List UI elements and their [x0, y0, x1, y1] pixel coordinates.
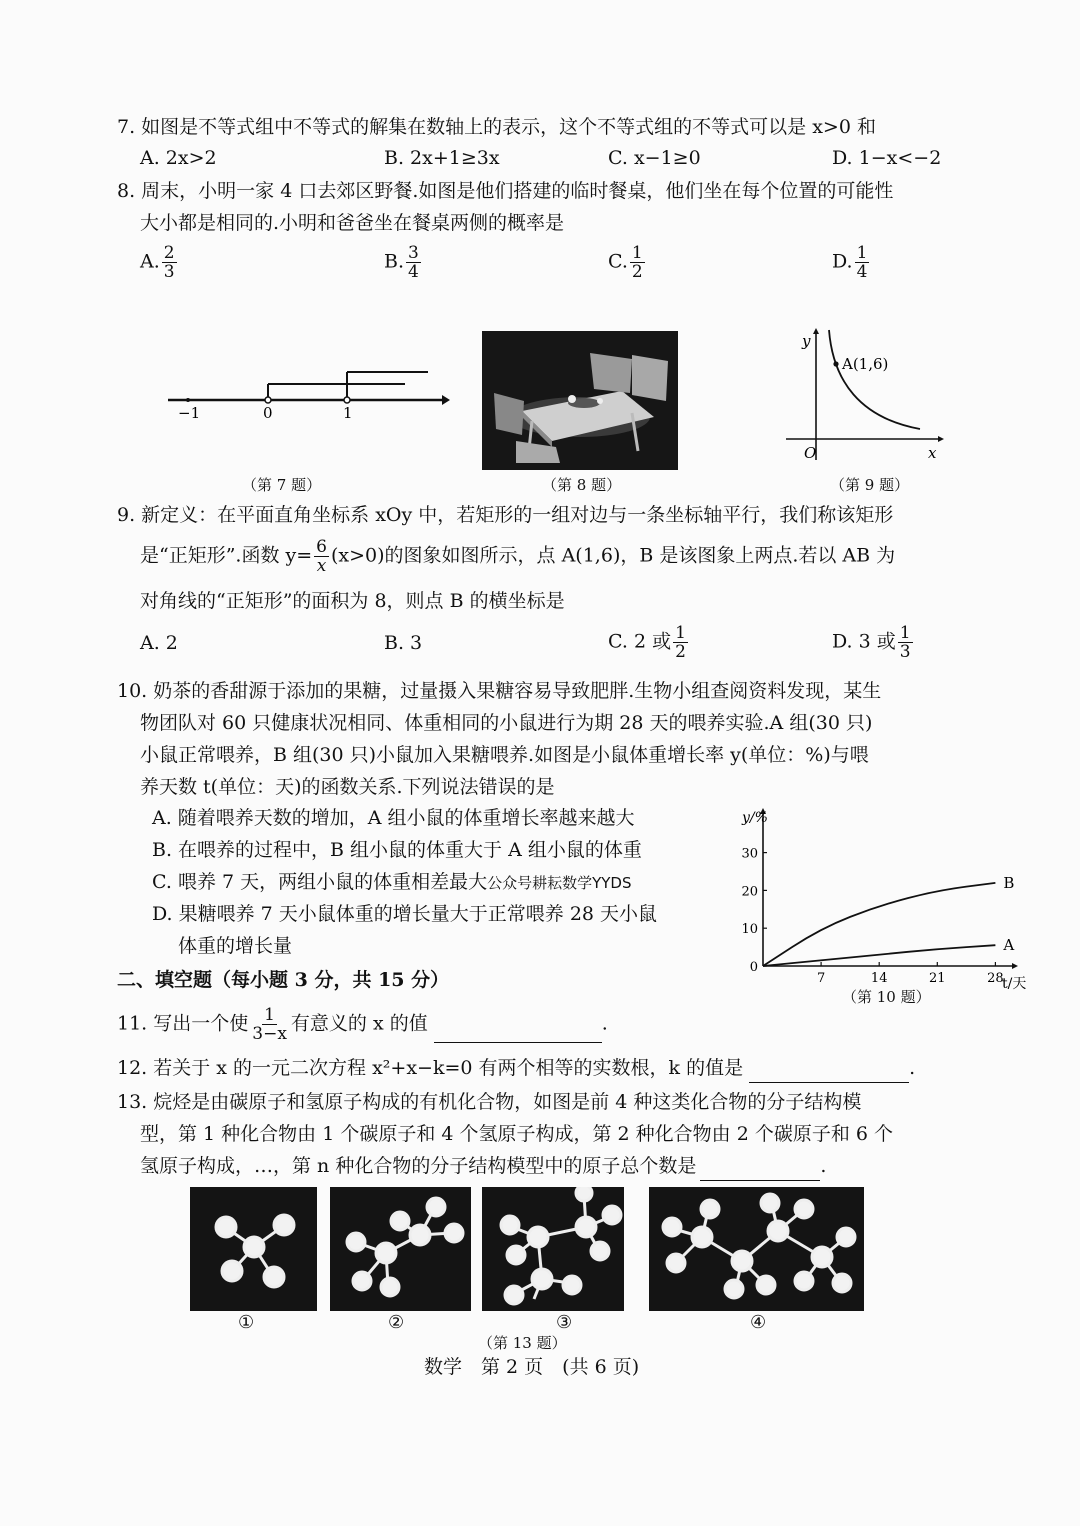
q9-graph-figure: [780, 326, 944, 464]
q13-line3: 氢原子构成，…，第 n 种化合物的分子结构模型中的原子总个数是 .: [140, 1151, 826, 1181]
q10-option-d: D. 果糖喂养 7 天小鼠体重的增长量大于正常喂养 28 天小鼠: [152, 903, 658, 925]
tick-label-0: 0: [263, 404, 273, 422]
q10-caption: （第 10 题）: [842, 988, 931, 1006]
q13-line1: 13. 烷烃是由碳原子和氢原子构成的有机化合物，如图是前 4 种这类化合物的分子结构模: [117, 1091, 862, 1113]
q9-y-axis-label: y: [802, 332, 811, 350]
q13-line2: 型，第 1 种化合物由 1 个碳原子和 4 个氢原子构成，第 2 种化合物由 2 个碳原子和 6 个: [140, 1123, 894, 1145]
molecule-label-1: ①: [238, 1312, 255, 1333]
y-tick-label: 0: [749, 960, 758, 975]
tick-label-1: 1: [343, 404, 353, 422]
chart-y-label: y/%: [742, 810, 768, 826]
q11: 11. 写出一个使 $\frac{1}{3-x}$ 有意义的 x 的值 .: [117, 1005, 608, 1044]
q13-answer-blank[interactable]: [700, 1180, 820, 1181]
watermark: 公众号耕耘数学YYDS: [487, 874, 632, 892]
q11-answer-blank[interactable]: [434, 1042, 602, 1043]
q8-stem-line1: 8. 周末，小明一家 4 口去郊区野餐.如图是他们搭建的临时餐桌，他们坐在每个位置的可能性: [117, 180, 894, 202]
tick-label-neg1: −1: [178, 404, 201, 422]
q9-stem-line1: 9. 新定义：在平面直角坐标系 xOy 中，若矩形的一组对边与一条坐标轴平行，我们称该矩形: [117, 504, 894, 526]
q7-stem: 7. 如图是不等式组中不等式的解集在数轴上的表示，这个不等式组的不等式可以是 x>0 和: [117, 116, 876, 138]
q10-stem-line3: 小鼠正常喂养，B 组(30 只)小鼠加入果糖喂养.如图是小鼠体重增长率 y(单位：%)与喂: [140, 744, 869, 766]
q9-option-d: D. 3 或 $\frac{1}{3}$: [832, 623, 911, 662]
molecule-label-2: ②: [388, 1312, 405, 1333]
q10-option-a: A. 随着喂养天数的增加，A 组小鼠的体重增长率越来越大: [152, 807, 635, 829]
q7-option-d: D. 1−x<−2: [832, 147, 942, 169]
q7-option-a: A. 2x>2: [140, 147, 217, 169]
x-tick-label: 21: [929, 971, 946, 986]
q8-option-a: A. $\frac{2}{3}$: [140, 243, 175, 282]
q8-option-c: C. $\frac{1}{2}$: [608, 243, 643, 282]
q10-option-c: C. 喂养 7 天，两组小鼠的体重相差最大公众号耕耘数学YYDS: [152, 871, 632, 893]
q12-answer-blank[interactable]: [749, 1082, 909, 1083]
q7-caption: （第 7 题）: [242, 476, 322, 494]
q9-x-axis-label: x: [928, 444, 937, 462]
q9-option-a: A. 2: [140, 632, 178, 654]
q8-table-photo: [482, 331, 678, 470]
section-2-heading: 二、填空题（每小题 3 分，共 15 分）: [117, 969, 450, 991]
series-label-A: A: [1003, 936, 1015, 955]
q10-stem-line2: 物团队对 60 只健康状况相同、体重相同的小鼠进行为期 28 天的喂养实验.A 组(30 只): [140, 712, 873, 734]
q9-option-b: B. 3: [384, 632, 423, 654]
q7-option-c: C. x−1≥0: [608, 147, 701, 169]
q7-option-b: B. 2x+1≥3x: [384, 147, 500, 169]
x-tick-label: 7: [816, 971, 826, 986]
q9-caption: （第 9 题）: [830, 476, 910, 494]
q10-option-d-cont: 体重的增长量: [178, 935, 293, 957]
q13-caption: （第 13 题）: [478, 1334, 567, 1352]
series-label-B: B: [1003, 873, 1015, 892]
q8-option-d: D. $\frac{1}{4}$: [832, 243, 868, 282]
molecule-label-4: ④: [750, 1312, 767, 1333]
q9-origin-label: O: [804, 444, 817, 462]
q9-option-c: C. 2 或 $\frac{1}{2}$: [608, 623, 686, 662]
q9-stem-line3: 对角线的“正矩形”的面积为 8，则点 B 的横坐标是: [140, 590, 565, 612]
q7-number-line-figure: [160, 362, 450, 424]
y-tick-label: 10: [741, 922, 758, 938]
q13-molecule-figures: [190, 1187, 864, 1311]
chart-x-label: t/天: [1002, 976, 1027, 990]
q10-option-b: B. 在喂养的过程中，B 组小鼠的体重大于 A 组小鼠的体重: [152, 839, 642, 861]
page-footer: 数学 第 2 页 (共 6 页): [424, 1356, 640, 1378]
q8-stem-line2: 大小都是相同的.小明和爸爸坐在餐桌两侧的概率是: [140, 212, 565, 234]
y-tick-label: 30: [741, 846, 758, 862]
x-tick-label: 14: [870, 971, 888, 986]
series-line-B: [763, 883, 995, 966]
q10-chart: [730, 800, 1036, 990]
q10-stem-line4: 养天数 t(单位：天)的函数关系.下列说法错误的是: [140, 776, 555, 798]
q10-stem-line1: 10. 奶茶的香甜源于添加的果糖，过量摄入果糖容易导致肥胖.生物小组查阅资料发现，某生: [117, 680, 882, 702]
q12: 12. 若关于 x 的一元二次方程 x²+x−k=0 有两个相等的实数根，k 的值是 .: [117, 1053, 915, 1083]
y-tick-label: 20: [741, 884, 758, 900]
x-tick-label: 28: [987, 971, 1004, 986]
q9-point-a-label: A(1,6): [842, 355, 889, 373]
molecule-label-3: ③: [556, 1312, 573, 1333]
q8-option-b: B. $\frac{3}{4}$: [384, 243, 419, 282]
q9-stem-line2: 是“正矩形”.函数 y= $\frac{6}{x}$ (x>0)的图象如图所示，点 A(1,6)，B 是该图象上两点.若以 AB 为: [140, 537, 896, 576]
q8-caption: （第 8 题）: [542, 476, 622, 494]
